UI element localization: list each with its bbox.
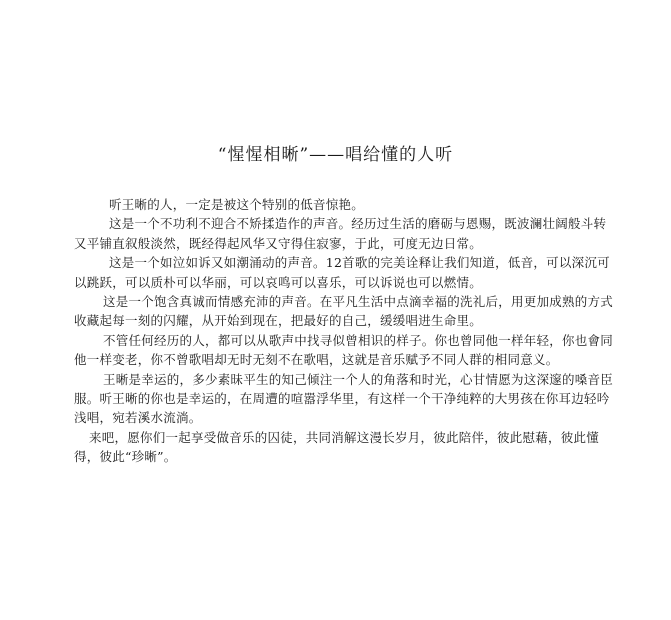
paragraph-5: 不管任何经历的人，都可以从歌声中找寻似曾相识的样子。你也曾同他一样年轻，你也會同他一样变老，你不曾歌唱却无时无刻不在歌唱，这就是音乐赋予不同人群的相同意义。 bbox=[74, 332, 614, 368]
paragraph-4: 这是一个饱含真诚而情感充沛的声音。在平凡生活中点滴幸福的洗礼后，用更加成熟的方式收藏起每一刻的闪耀，从开始到现在，把最好的自己，缓缓唱进生命里。 bbox=[74, 294, 614, 329]
paragraph-3: 这是一个如泣如诉又如潮涌动的声音。12首歌的完美诠释让我们知道，低音，可以深沉可以跳跃，可以质朴可以华丽，可以哀鸣可以喜乐，可以诉说也可以燃情。 bbox=[74, 255, 610, 290]
paragraph-7: 来吧，愿你们一起享受做音乐的囚徒，共同消解这漫长岁月，彼此陪伴，彼此慰藉，彼此懂得，彼此“珍晰”。 bbox=[74, 429, 600, 465]
document-body bbox=[74, 195, 614, 467]
document-title: “惺惺相晰”——唱给懂的人听 bbox=[217, 145, 454, 165]
paragraph-6: 王晰是幸运的，多少素昧平生的知己倾注一个人的角落和时光，心甘情愿为这深邃的嗓音臣服。听王晰的你也是幸运的，在周遭的喧嚣浮华里，有这样一个干净纯粹的大男孩在你耳边轻吟浅唱，宛若溪水流淌。 bbox=[74, 371, 614, 426]
paragraph-2: 这是一个不功利不迎合不矫揉造作的声音。经历过生活的磨砺与恩赐，既波澜壮阔般斗转又平铺直叙般淡然，既经得起风华又守得住寂寥，于此，可度无边日常。 bbox=[74, 216, 607, 251]
paragraph-1: 听王晰的人，一定是被这个特别的低音惊艳。 bbox=[109, 197, 365, 212]
